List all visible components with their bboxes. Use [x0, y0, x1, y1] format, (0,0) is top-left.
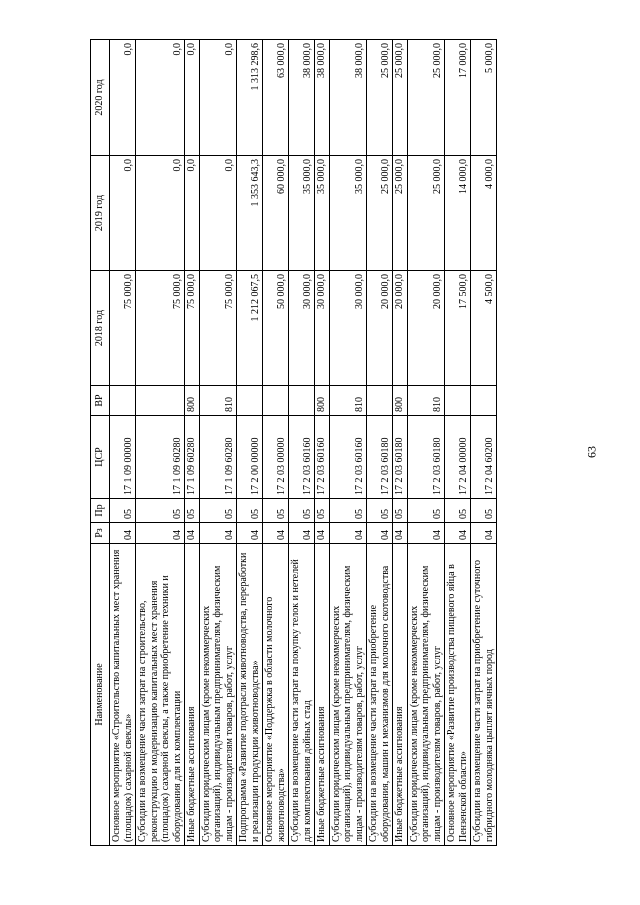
cell-2018: 30 000,0: [289, 271, 315, 386]
table-body: [110, 40, 497, 846]
cell-csr: 17 2 03 60180: [367, 416, 393, 499]
cell-vr: [289, 386, 315, 416]
table-row: [289, 40, 315, 846]
cell-2020: 25 000,0: [367, 40, 393, 156]
page-number: 63: [584, 446, 599, 458]
cell-pr: 05: [199, 499, 237, 523]
cell-2018: 1 212 067,5: [237, 271, 263, 386]
cell-2019: 35 000,0: [289, 156, 315, 271]
header-rz: Рз: [91, 523, 110, 544]
cell-rz: 04: [185, 523, 200, 544]
cell-2020: 38 000,0: [329, 40, 367, 156]
cell-vr: 800: [315, 386, 330, 416]
cell-vr: [471, 386, 497, 416]
cell-2020: 1 313 298,6: [237, 40, 263, 156]
cell-2019: 0,0: [185, 156, 200, 271]
cell-pr: 05: [136, 499, 185, 523]
cell-name: Субсидии юридическим лицам (кроме некоммерческих организаций), индивидуальным предпринимателям, физическим лицам - производителям товаров, работ, услуг: [329, 544, 367, 846]
cell-csr: 17 2 03 60160: [289, 416, 315, 499]
cell-csr: 17 2 03 60160: [329, 416, 367, 499]
header-2019: 2019 год: [91, 156, 110, 271]
cell-csr: 17 2 04 00000: [445, 416, 471, 499]
cell-pr: 05: [329, 499, 367, 523]
cell-pr: 05: [237, 499, 263, 523]
table-row: [407, 40, 445, 846]
cell-name: Субсидии на возмещение части затрат на покупку телок и нетелей для комплектования дойных стад: [289, 544, 315, 846]
cell-vr: [445, 386, 471, 416]
cell-pr: 05: [393, 499, 408, 523]
cell-pr: 05: [263, 499, 289, 523]
cell-2018: 50 000,0: [263, 271, 289, 386]
cell-2020: 0,0: [110, 40, 136, 156]
cell-pr: 05: [315, 499, 330, 523]
header-2018: 2018 год: [91, 271, 110, 386]
table-row: [136, 40, 185, 846]
cell-2018: 20 000,0: [393, 271, 408, 386]
cell-csr: 17 2 04 60200: [471, 416, 497, 499]
table-row: [315, 40, 330, 846]
cell-pr: 05: [407, 499, 445, 523]
cell-vr: 800: [393, 386, 408, 416]
cell-csr: 17 1 09 60280: [185, 416, 200, 499]
cell-2020: 38 000,0: [315, 40, 330, 156]
cell-2020: 0,0: [136, 40, 185, 156]
header-name: Наименование: [91, 544, 110, 846]
header-2020: 2020 год: [91, 40, 110, 156]
cell-2019: 25 000,0: [407, 156, 445, 271]
cell-name: Основное мероприятие «Развитие производства пищевого яйца в Пензенской области»: [445, 544, 471, 846]
cell-pr: 05: [289, 499, 315, 523]
cell-2018: 4 500,0: [471, 271, 497, 386]
cell-rz: 04: [263, 523, 289, 544]
cell-rz: 04: [289, 523, 315, 544]
cell-vr: 810: [329, 386, 367, 416]
table-row: [329, 40, 367, 846]
rotated-content: [90, 40, 540, 846]
table-row: [263, 40, 289, 846]
cell-2019: 60 000,0: [263, 156, 289, 271]
cell-csr: 17 2 03 60160: [315, 416, 330, 499]
cell-2020: 0,0: [185, 40, 200, 156]
cell-2019: 0,0: [136, 156, 185, 271]
cell-pr: 05: [471, 499, 497, 523]
cell-2019: 35 000,0: [315, 156, 330, 271]
cell-csr: 17 2 00 00000: [237, 416, 263, 499]
cell-name: Иные бюджетные ассигнования: [315, 544, 330, 846]
cell-2018: 20 000,0: [407, 271, 445, 386]
cell-2019: 4 000,0: [471, 156, 497, 271]
cell-2019: 35 000,0: [329, 156, 367, 271]
table-row: [199, 40, 237, 846]
cell-pr: 05: [367, 499, 393, 523]
cell-rz: 04: [329, 523, 367, 544]
budget-table: [90, 39, 497, 846]
cell-2019: 0,0: [199, 156, 237, 271]
cell-rz: 04: [315, 523, 330, 544]
cell-vr: 810: [199, 386, 237, 416]
cell-name: Основное мероприятие «Строительство капитальных мест хранения (площадок) сахарной свеклы»: [110, 544, 136, 846]
cell-2018: 17 500,0: [445, 271, 471, 386]
cell-2018: 75 000,0: [199, 271, 237, 386]
cell-rz: 04: [110, 523, 136, 544]
cell-vr: [263, 386, 289, 416]
header-vr: ВР: [91, 386, 110, 416]
cell-name: Субсидии на возмещение части затрат на приобретение суточного гибридного молодняка цыплят яичных пород: [471, 544, 497, 846]
cell-2018: 20 000,0: [367, 271, 393, 386]
cell-vr: [110, 386, 136, 416]
cell-2018: 30 000,0: [329, 271, 367, 386]
cell-vr: 800: [185, 386, 200, 416]
cell-2019: 25 000,0: [393, 156, 408, 271]
cell-rz: 04: [237, 523, 263, 544]
header-pr: Пр: [91, 499, 110, 523]
cell-vr: [367, 386, 393, 416]
cell-csr: 17 2 03 60180: [393, 416, 408, 499]
cell-name: Субсидии на возмещение части затрат на строительство, реконструкцию и модернизацию капитальных мест хранения (площадок) сахарной свеклы, а также приобретение техники и оборудования для их комплектации: [136, 544, 185, 846]
cell-pr: 05: [445, 499, 471, 523]
table-row: [237, 40, 263, 846]
cell-csr: 17 2 03 00000: [263, 416, 289, 499]
cell-vr: 810: [407, 386, 445, 416]
cell-2020: 38 000,0: [289, 40, 315, 156]
cell-pr: 05: [185, 499, 200, 523]
rotated-table-area: [90, 40, 540, 846]
table-row: [445, 40, 471, 846]
cell-name: Основное мероприятие «Поддержка в области молочного животноводства»: [263, 544, 289, 846]
cell-pr: 05: [110, 499, 136, 523]
table-row: [185, 40, 200, 846]
cell-2019: 25 000,0: [367, 156, 393, 271]
cell-rz: 04: [367, 523, 393, 544]
cell-2018: 75 000,0: [185, 271, 200, 386]
cell-csr: 17 1 09 60280: [136, 416, 185, 499]
table-row: [367, 40, 393, 846]
cell-2020: 25 000,0: [393, 40, 408, 156]
cell-csr: 17 2 03 60180: [407, 416, 445, 499]
cell-2020: 0,0: [199, 40, 237, 156]
cell-name: Подпрограмма «Развитие подотрасли животноводства, переработки и реализации продукции животноводства»: [237, 544, 263, 846]
cell-2020: 17 000,0: [445, 40, 471, 156]
table-row: [471, 40, 497, 846]
cell-name: Иные бюджетные ассигнования: [393, 544, 408, 846]
cell-2020: 5 000,0: [471, 40, 497, 156]
cell-rz: 04: [471, 523, 497, 544]
table-row: [110, 40, 136, 846]
cell-2019: 0,0: [110, 156, 136, 271]
cell-rz: 04: [407, 523, 445, 544]
cell-name: Иные бюджетные ассигнования: [185, 544, 200, 846]
cell-vr: [136, 386, 185, 416]
header-csr: ЦСР: [91, 416, 110, 499]
cell-vr: [237, 386, 263, 416]
cell-name: Субсидии на возмещение части затрат на приобретение оборудования, машин и механизмов для молочного скотоводства: [367, 544, 393, 846]
cell-rz: 04: [136, 523, 185, 544]
cell-csr: 17 1 09 00000: [110, 416, 136, 499]
cell-2018: 30 000,0: [315, 271, 330, 386]
cell-csr: 17 1 09 60280: [199, 416, 237, 499]
cell-name: Субсидии юридическим лицам (кроме некоммерческих организаций), индивидуальным предпринимателям, физическим лицам - производителям товаров, работ, услуг: [407, 544, 445, 846]
cell-rz: 04: [445, 523, 471, 544]
cell-2019: 1 353 643,3: [237, 156, 263, 271]
cell-2020: 63 000,0: [263, 40, 289, 156]
cell-rz: 04: [199, 523, 237, 544]
cell-2018: 75 000,0: [110, 271, 136, 386]
header-row: [91, 40, 110, 846]
cell-2019: 14 000,0: [445, 156, 471, 271]
cell-rz: 04: [393, 523, 408, 544]
table-row: [393, 40, 408, 846]
cell-name: Субсидии юридическим лицам (кроме некоммерческих организаций), индивидуальным предпринимателям, физическим лицам - производителям товаров, работ, услуг: [199, 544, 237, 846]
cell-2018: 75 000,0: [136, 271, 185, 386]
cell-2020: 25 000,0: [407, 40, 445, 156]
